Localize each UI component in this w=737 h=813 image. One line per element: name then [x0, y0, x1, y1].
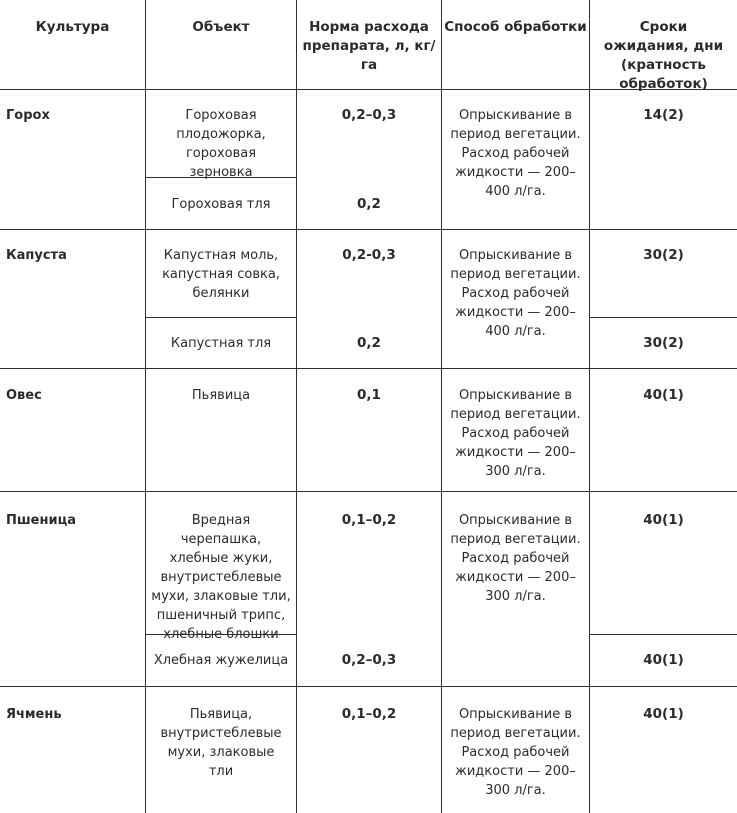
- waiting-period: 40(1): [643, 387, 684, 403]
- pest-object: Хлебная жужелица: [153, 653, 289, 668]
- grid-line: [0, 491, 737, 492]
- crop-name: Капуста: [6, 248, 67, 263]
- treatment-method: Опрыскивание в период вегетации. Расход рабочей жидкости — 200–300 л/га.: [450, 513, 581, 604]
- treatment-method: Опрыскивание в период вегетации. Расход рабочей жидкости — 200–400 л/га.: [450, 108, 581, 199]
- grid-line: [0, 686, 737, 687]
- pest-object: Капустная моль, капустная совка, белянки: [162, 248, 280, 301]
- waiting-period: 14(2): [643, 107, 684, 123]
- crop-name: Горох: [6, 108, 50, 123]
- dose-norm: 0,2: [357, 196, 381, 212]
- grid-line: [0, 229, 737, 230]
- treatment-method: Опрыскивание в период вегетации. Расход рабочей жидкости — 200–400 л/га.: [450, 248, 581, 339]
- pest-object: Пьявица: [191, 388, 251, 403]
- waiting-period: 30(2): [643, 335, 684, 351]
- pest-object: Вредная черепашка, хлебные жуки, внутристеблевые мухи, злаковые тли, пшеничный трипс, хлебные блошки: [151, 513, 291, 642]
- waiting-period: 30(2): [643, 247, 684, 263]
- grid-line: [145, 317, 297, 318]
- pest-object: Капустная тля: [170, 336, 272, 351]
- crop-name: Ячмень: [6, 707, 62, 722]
- dose-norm: 0,2-0,3: [342, 247, 396, 263]
- treatment-method: Опрыскивание в период вегетации. Расход рабочей жидкости — 200–300 л/га.: [450, 388, 581, 479]
- dose-norm: 0,2–0,3: [341, 652, 397, 668]
- grid-line: [0, 368, 737, 369]
- header-norm: Норма расхода препарата, л, кг/га: [302, 19, 436, 73]
- waiting-period: 40(1): [643, 706, 684, 722]
- treatment-method: Опрыскивание в период вегетации. Расход рабочей жидкости — 200–300 л/га.: [450, 707, 581, 798]
- grid-line: [589, 317, 737, 318]
- header-method: Способ обработки: [444, 19, 587, 35]
- waiting-period: 40(1): [643, 652, 684, 668]
- crop-name: Пшеница: [6, 513, 77, 528]
- header-object: Объект: [192, 19, 250, 35]
- waiting-period: 40(1): [643, 512, 684, 528]
- crop-name: Овес: [6, 388, 42, 403]
- grid-line: [589, 634, 737, 635]
- dose-norm: 0,1–0,2: [341, 706, 397, 722]
- dose-norm: 0,2: [357, 335, 381, 351]
- dose-norm: 0,1–0,2: [341, 512, 397, 528]
- dose-norm: 0,2–0,3: [341, 107, 397, 123]
- pest-object: Гороховая плодожорка, гороховая зерновка: [176, 108, 266, 180]
- pest-object: Пьявица, внутристеблевые мухи, злаковые тли: [160, 707, 282, 779]
- dose-norm: 0,1: [357, 387, 381, 403]
- header-terms: Сроки ожидания, дни (кратность обработок): [603, 19, 724, 92]
- pest-object: Гороховая тля: [171, 197, 271, 212]
- header-crop: Культура: [35, 19, 110, 35]
